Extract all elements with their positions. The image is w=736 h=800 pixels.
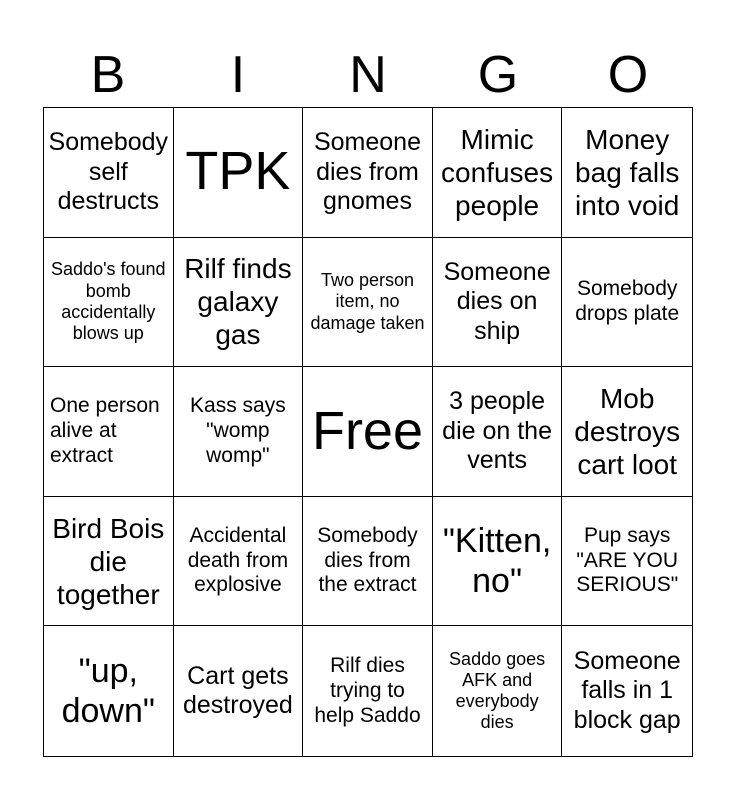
bingo-cell[interactable]: Saddo's found bomb accidentally blows up	[44, 238, 174, 368]
bingo-cell[interactable]: "Kitten, no"	[433, 497, 563, 627]
header-letter-o: O	[607, 46, 649, 104]
bingo-cell[interactable]: Two person item, no damage taken	[303, 238, 433, 368]
bingo-cell[interactable]: Kass says "womp womp"	[174, 367, 304, 497]
bingo-cell[interactable]: Somebody drops plate	[562, 238, 692, 368]
bingo-cell[interactable]: Mimic confuses people	[433, 108, 563, 238]
bingo-cell[interactable]: Somebody dies from the extract	[303, 497, 433, 627]
bingo-header	[43, 42, 693, 108]
bingo-cell[interactable]: Bird Bois die together	[44, 497, 174, 627]
bingo-cell[interactable]: Saddo goes AFK and everybody dies	[433, 626, 563, 756]
bingo-cell[interactable]: Mob destroys cart loot	[562, 367, 692, 497]
bingo-cell[interactable]: Rilf dies trying to help Saddo	[303, 626, 433, 756]
bingo-cell[interactable]: Money bag falls into void	[562, 108, 692, 238]
bingo-cell[interactable]: Accidental death from explosive	[174, 497, 304, 627]
header-letter-b: B	[90, 46, 126, 104]
header-letter-n: N	[349, 46, 387, 104]
bingo-cell[interactable]: Someone falls in 1 block gap	[573, 646, 681, 734]
bingo-cell[interactable]: Rilf finds galaxy gas	[174, 238, 304, 368]
header-letter-i: I	[230, 46, 246, 104]
bingo-cell[interactable]: Someone dies from gnomes	[303, 108, 433, 238]
bingo-cell[interactable]: Cart gets destroyed	[174, 626, 304, 756]
bingo-cell[interactable]: 3 people die on the vents	[433, 367, 563, 497]
header-letter-g: G	[477, 46, 519, 104]
bingo-cell-free[interactable]: Free	[303, 367, 433, 497]
bingo-cell[interactable]: Pup says "ARE YOU SERIOUS"	[562, 497, 692, 627]
bingo-cell[interactable]: Somebody self destructs	[44, 108, 174, 238]
bingo-cell[interactable]: TPK	[174, 108, 304, 238]
bingo-board	[43, 107, 693, 757]
bingo-cell[interactable]: One person alive at extract	[44, 367, 174, 497]
bingo-cell[interactable]: "up, down"	[44, 626, 174, 756]
bingo-cell[interactable]: Someone dies on ship	[433, 238, 563, 368]
